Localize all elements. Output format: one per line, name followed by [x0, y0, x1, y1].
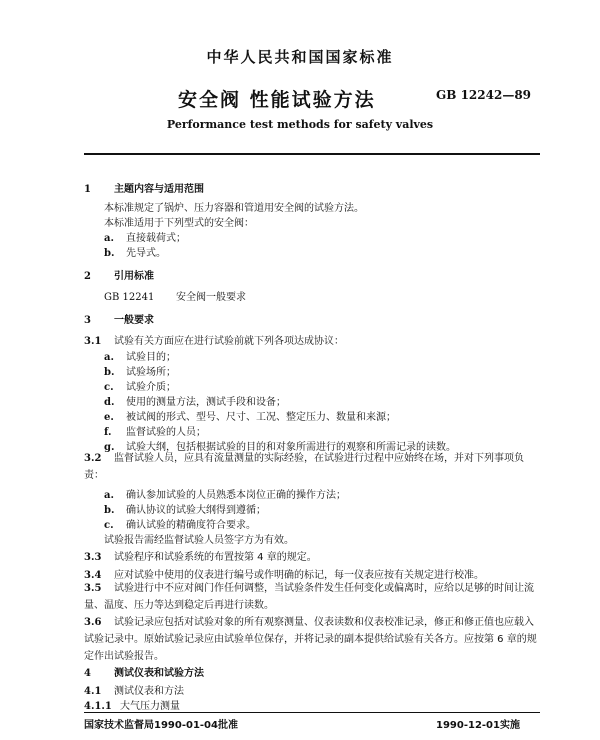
clause-3-3: 3.3 试验程序和试验系统的布置按第 4 章的规定。 — [84, 552, 317, 563]
section-3-heading: 3 一般要求 — [84, 315, 154, 326]
approval-date: 国家技术监督局1990-01-04批准 — [84, 720, 238, 731]
clause-3-1: 3.1 试验有关方面应在进行试验前就下列各项达成协议： — [84, 336, 344, 347]
clause-3-6: 3.6 试验记录应包括对试验对象的所有观察测量、仪表读数和仪表校准记录，修正和修正值也应载入试验记录中。原始试验记录应由试验单位保存，并将记录的副本提供给试验有关各方。应按第 6 章的规定作出试验报告。 — [84, 617, 537, 662]
list-item: c. 试验介质； — [104, 382, 176, 393]
section-2-heading: 2 引用标准 — [84, 271, 154, 282]
footer-divider — [84, 712, 540, 713]
section-4-heading: 4 测试仪表和试验方法 — [84, 668, 204, 679]
reference-standard: GB 12241 安全阀一般要求 — [104, 292, 246, 303]
list-item: b. 确认协议的试验大纲得到遵循； — [104, 505, 266, 516]
gb-number: GB 12242—89 — [436, 88, 532, 102]
list-item: d. 使用的测量方法，测试手段和设备； — [104, 397, 286, 408]
list-item: g. 试验大纲，包括根据试验的目的和对象所需进行的观察和所需记录的读数。 — [104, 442, 456, 453]
list-item: b. 先导式。 — [104, 248, 166, 259]
effective-date: 1990-12-01实施 — [436, 720, 520, 731]
list-item: a. 直接载荷式； — [104, 233, 186, 244]
section-1-heading: 1 主题内容与适用范围 — [84, 184, 204, 195]
clause-3-2: 3.2 监督试验人员，应具有流量测量的实际经验，在试验进行过程中应始终在场，并对下列事项负责： — [84, 453, 524, 481]
list-item: e. 被试阀的形式、型号、尺寸、工况、整定压力、数量和来源； — [104, 412, 396, 423]
section-1-para-1: 本标准规定了锅炉、压力容器和管道用安全阀的试验方法。 — [104, 203, 364, 214]
list-item: b. 试验场所； — [104, 367, 176, 378]
list-item: c. 确认试验的精确度符合要求。 — [104, 520, 256, 531]
clause-3-2-note: 试验报告需经监督试验人员签字方为有效。 — [104, 535, 294, 546]
standard-title: 安全阀 性能试验方法 — [178, 89, 376, 111]
list-item: f. 监督试验的人员； — [104, 427, 206, 438]
clause-3-4: 3.4 应对试验中使用的仪表进行编号或作明确的标记，每一仪表应按有关规定进行校准。 — [84, 570, 484, 581]
clause-3-5: 3.5 试验进行中不应对阀门作任何调整，当试验条件发生任何变化或偏离时，应给以足够的时间让流量、温度、压力等达到稳定后再进行读数。 — [84, 583, 534, 611]
section-1-para-2: 本标准适用于下列型式的安全阀： — [104, 218, 254, 229]
list-item: a. 试验目的； — [104, 352, 176, 363]
standard-org-header: 中华人民共和国国家标准 — [206, 48, 394, 66]
header-divider — [84, 153, 540, 155]
clause-4-1-1: 4.1.1 大气压力测量 — [84, 701, 180, 712]
english-title: Performance test methods for safety valves — [166, 118, 434, 131]
clause-4-1: 4.1 测试仪表和方法 — [84, 686, 184, 697]
list-item: a. 确认参加试验的人员熟悉本岗位正确的操作方法； — [104, 490, 346, 501]
